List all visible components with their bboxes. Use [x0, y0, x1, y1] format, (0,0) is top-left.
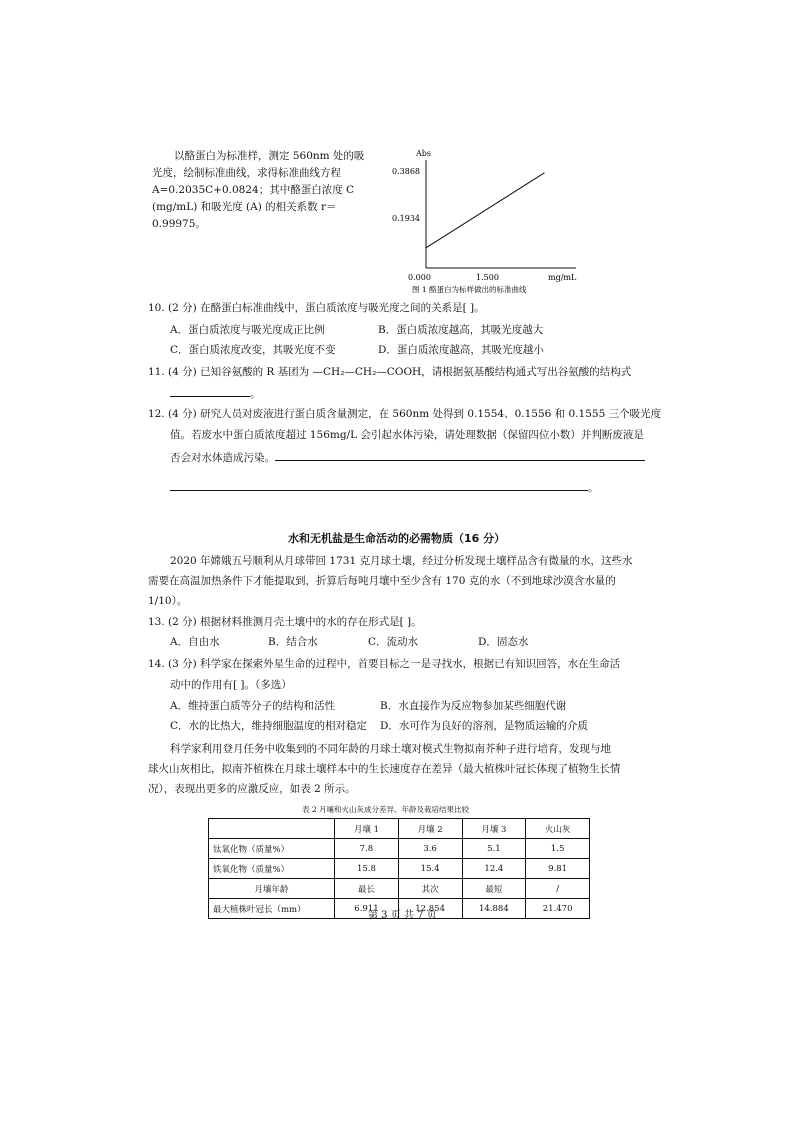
section-para-line: 需要在高温加热条件下才能提取到，折算后每吨月壤中至少含有 170 克的水（不到地球沙漠含水量的	[148, 575, 616, 587]
q14-option-b: B．水直接作为反应物参加某些细胞代谢	[380, 700, 567, 712]
para2-line: 球火山灰相比，拟南芥植株在月球土壤样本中的生长速度存在差异（最大植株叶冠长体现了植物生长情	[148, 763, 621, 775]
answer-blank[interactable]	[170, 384, 250, 397]
q11-answer-line[interactable]	[170, 384, 261, 401]
q10-option-c: C．蛋白质浓度改变，其吸光度不变	[170, 344, 336, 356]
table-cell: /	[526, 879, 590, 899]
section-para-line: 2020 年嫦娥五号顺利从月球带回 1731 克月球土壤，经过分析发现土壤样品含有微量的水，这些水	[170, 555, 633, 567]
para2-line: 科学家利用登月任务中收集到的不同年龄的月球土壤对模式生物拟南芥种子进行培育，发现与地	[170, 743, 611, 755]
q12-answer-line[interactable]	[170, 478, 599, 495]
table-row	[209, 839, 590, 859]
table-header-cell: 月壤 2	[398, 819, 462, 839]
q11-tail: 。	[250, 388, 261, 400]
standard-curve-chart	[388, 146, 588, 296]
comparison-table	[208, 818, 590, 919]
table-cell: 15.8	[335, 859, 399, 879]
table-cell: 15.4	[398, 859, 462, 879]
q14-option-c: C．水的比热大，维持细胞温度的相对稳定	[170, 720, 368, 732]
table-cell: 14.884	[462, 899, 526, 919]
q12-line	[170, 448, 645, 465]
q14-option-a: A．维持蛋白质等分子的结构和活性	[170, 700, 336, 712]
table-cell: 1.5	[526, 839, 590, 859]
chart-xtick-label: 0.000	[408, 273, 431, 282]
chart-ylabel: Abs	[416, 149, 432, 158]
q10-option-b: B．蛋白质浓度越高，其吸光度越大	[378, 324, 544, 336]
q14-line: 动中的作用有[ ]。（多选）	[170, 679, 292, 691]
table-header-row	[209, 819, 590, 839]
table-cell: 3.6	[398, 839, 462, 859]
intro-line: 以酪蛋白为标准样，测定 560nm 处的吸	[174, 150, 365, 162]
table-header-cell: 月壤 1	[335, 819, 399, 839]
q14-option-d: D．水可作为良好的溶剂，是物质运输的介质	[380, 720, 588, 732]
table-caption: 表 2 月壤和火山灰成分差异、年龄及栽培结果比较	[302, 805, 470, 814]
q12-line3-text: 否会对水体造成污染。	[170, 452, 275, 464]
table-row	[209, 859, 590, 879]
chart-xtick-label: 1.500	[476, 273, 499, 282]
section-para-line: 1/10）。	[148, 595, 188, 607]
answer-blank[interactable]	[275, 448, 645, 461]
table-cell: 钛氧化物（质量%）	[209, 839, 335, 859]
table-cell: 最大植株叶冠长（mm）	[209, 899, 335, 919]
answer-blank[interactable]	[170, 478, 588, 491]
q11-stem: 11. (4 分) 已知谷氨酸的 R 基团为 —CH₂—CH₂—COOH，请根据氨基酸结构通式写出谷氨酸的结构式	[148, 366, 632, 378]
q12-line: 值。若废水中蛋白质浓度超过 156mg/L 会引起水体污染，请处理数据（保留四位小数）并判断废液是	[170, 429, 644, 441]
chart-series-line	[426, 173, 544, 248]
intro-line: (mg/mL) 和吸光度 (A) 的相关系数 r＝	[152, 201, 337, 213]
chart-ytick-label: 0.1934	[392, 214, 420, 223]
chart-ytick-label: 0.3868	[392, 167, 420, 176]
q10-stem: 10. (2 分) 在酪蛋白标准曲线中，蛋白质浓度与吸光度之间的关系是[ ]。	[148, 302, 485, 314]
table-cell: 最短	[462, 879, 526, 899]
table-row	[209, 879, 590, 899]
q13-option-a: A．自由水	[170, 636, 220, 648]
q13-option-b: B．结合水	[268, 636, 318, 648]
para2-line: 况），表现出更多的应激反应，如表 2 所示。	[148, 783, 356, 795]
chart-caption: 图 1 酪蛋白为标样做出的标准曲线	[412, 285, 527, 294]
q12-tail: 。	[588, 482, 599, 494]
q13-stem: 13. (2 分) 根据材料推测月壳土壤中的水的存在形式是[ ]。	[148, 616, 422, 628]
table-header-cell	[209, 819, 335, 839]
table-cell: 6.911	[335, 899, 399, 919]
table-cell: 月壤年龄	[209, 879, 335, 899]
q10-option-a: A．蛋白质浓度与吸光度成正比例	[170, 324, 325, 336]
q10-option-d: D．蛋白质浓度越高，其吸光度越小	[378, 344, 544, 356]
table-cell: 21.470	[526, 899, 590, 919]
page-footer: 第 3 页 共 7 页	[368, 910, 437, 921]
intro-line: 0.99975。	[152, 218, 206, 230]
table-cell: 12.854	[398, 899, 462, 919]
table-cell: 9.81	[526, 859, 590, 879]
table-cell: 7.8	[335, 839, 399, 859]
table-cell: 5.1	[462, 839, 526, 859]
chart-xlabel: mg/mL	[548, 273, 577, 282]
table-cell: 其次	[398, 879, 462, 899]
intro-line: A=0.2035C+0.0824；其中酪蛋白浓度 C	[152, 184, 355, 196]
table-header-cell: 月壤 3	[462, 819, 526, 839]
table-header-cell: 火山灰	[526, 819, 590, 839]
intro-paragraph	[152, 148, 374, 233]
section-title: 水和无机盐是生命活动的必需物质（16 分）	[288, 532, 506, 545]
q12-line: 12. (4 分) 研究人员对废液进行蛋白质含量测定，在 560nm 处得到 0.1554、0.1556 和 0.1555 三个吸光度	[148, 408, 662, 420]
q13-option-c: C．流动水	[368, 636, 419, 648]
intro-line: 光度，绘制标准曲线，求得标准曲线方程	[152, 167, 341, 179]
q14-line: 14. (3 分) 科学家在探索外星生命的过程中，首要目标之一是寻找水，根据已有知识回答，水在生命活	[148, 658, 621, 670]
table-cell: 铁氧化物（质量%）	[209, 859, 335, 879]
q13-option-d: D．固态水	[478, 636, 529, 648]
table-cell: 12.4	[462, 859, 526, 879]
table-cell: 最长	[335, 879, 399, 899]
